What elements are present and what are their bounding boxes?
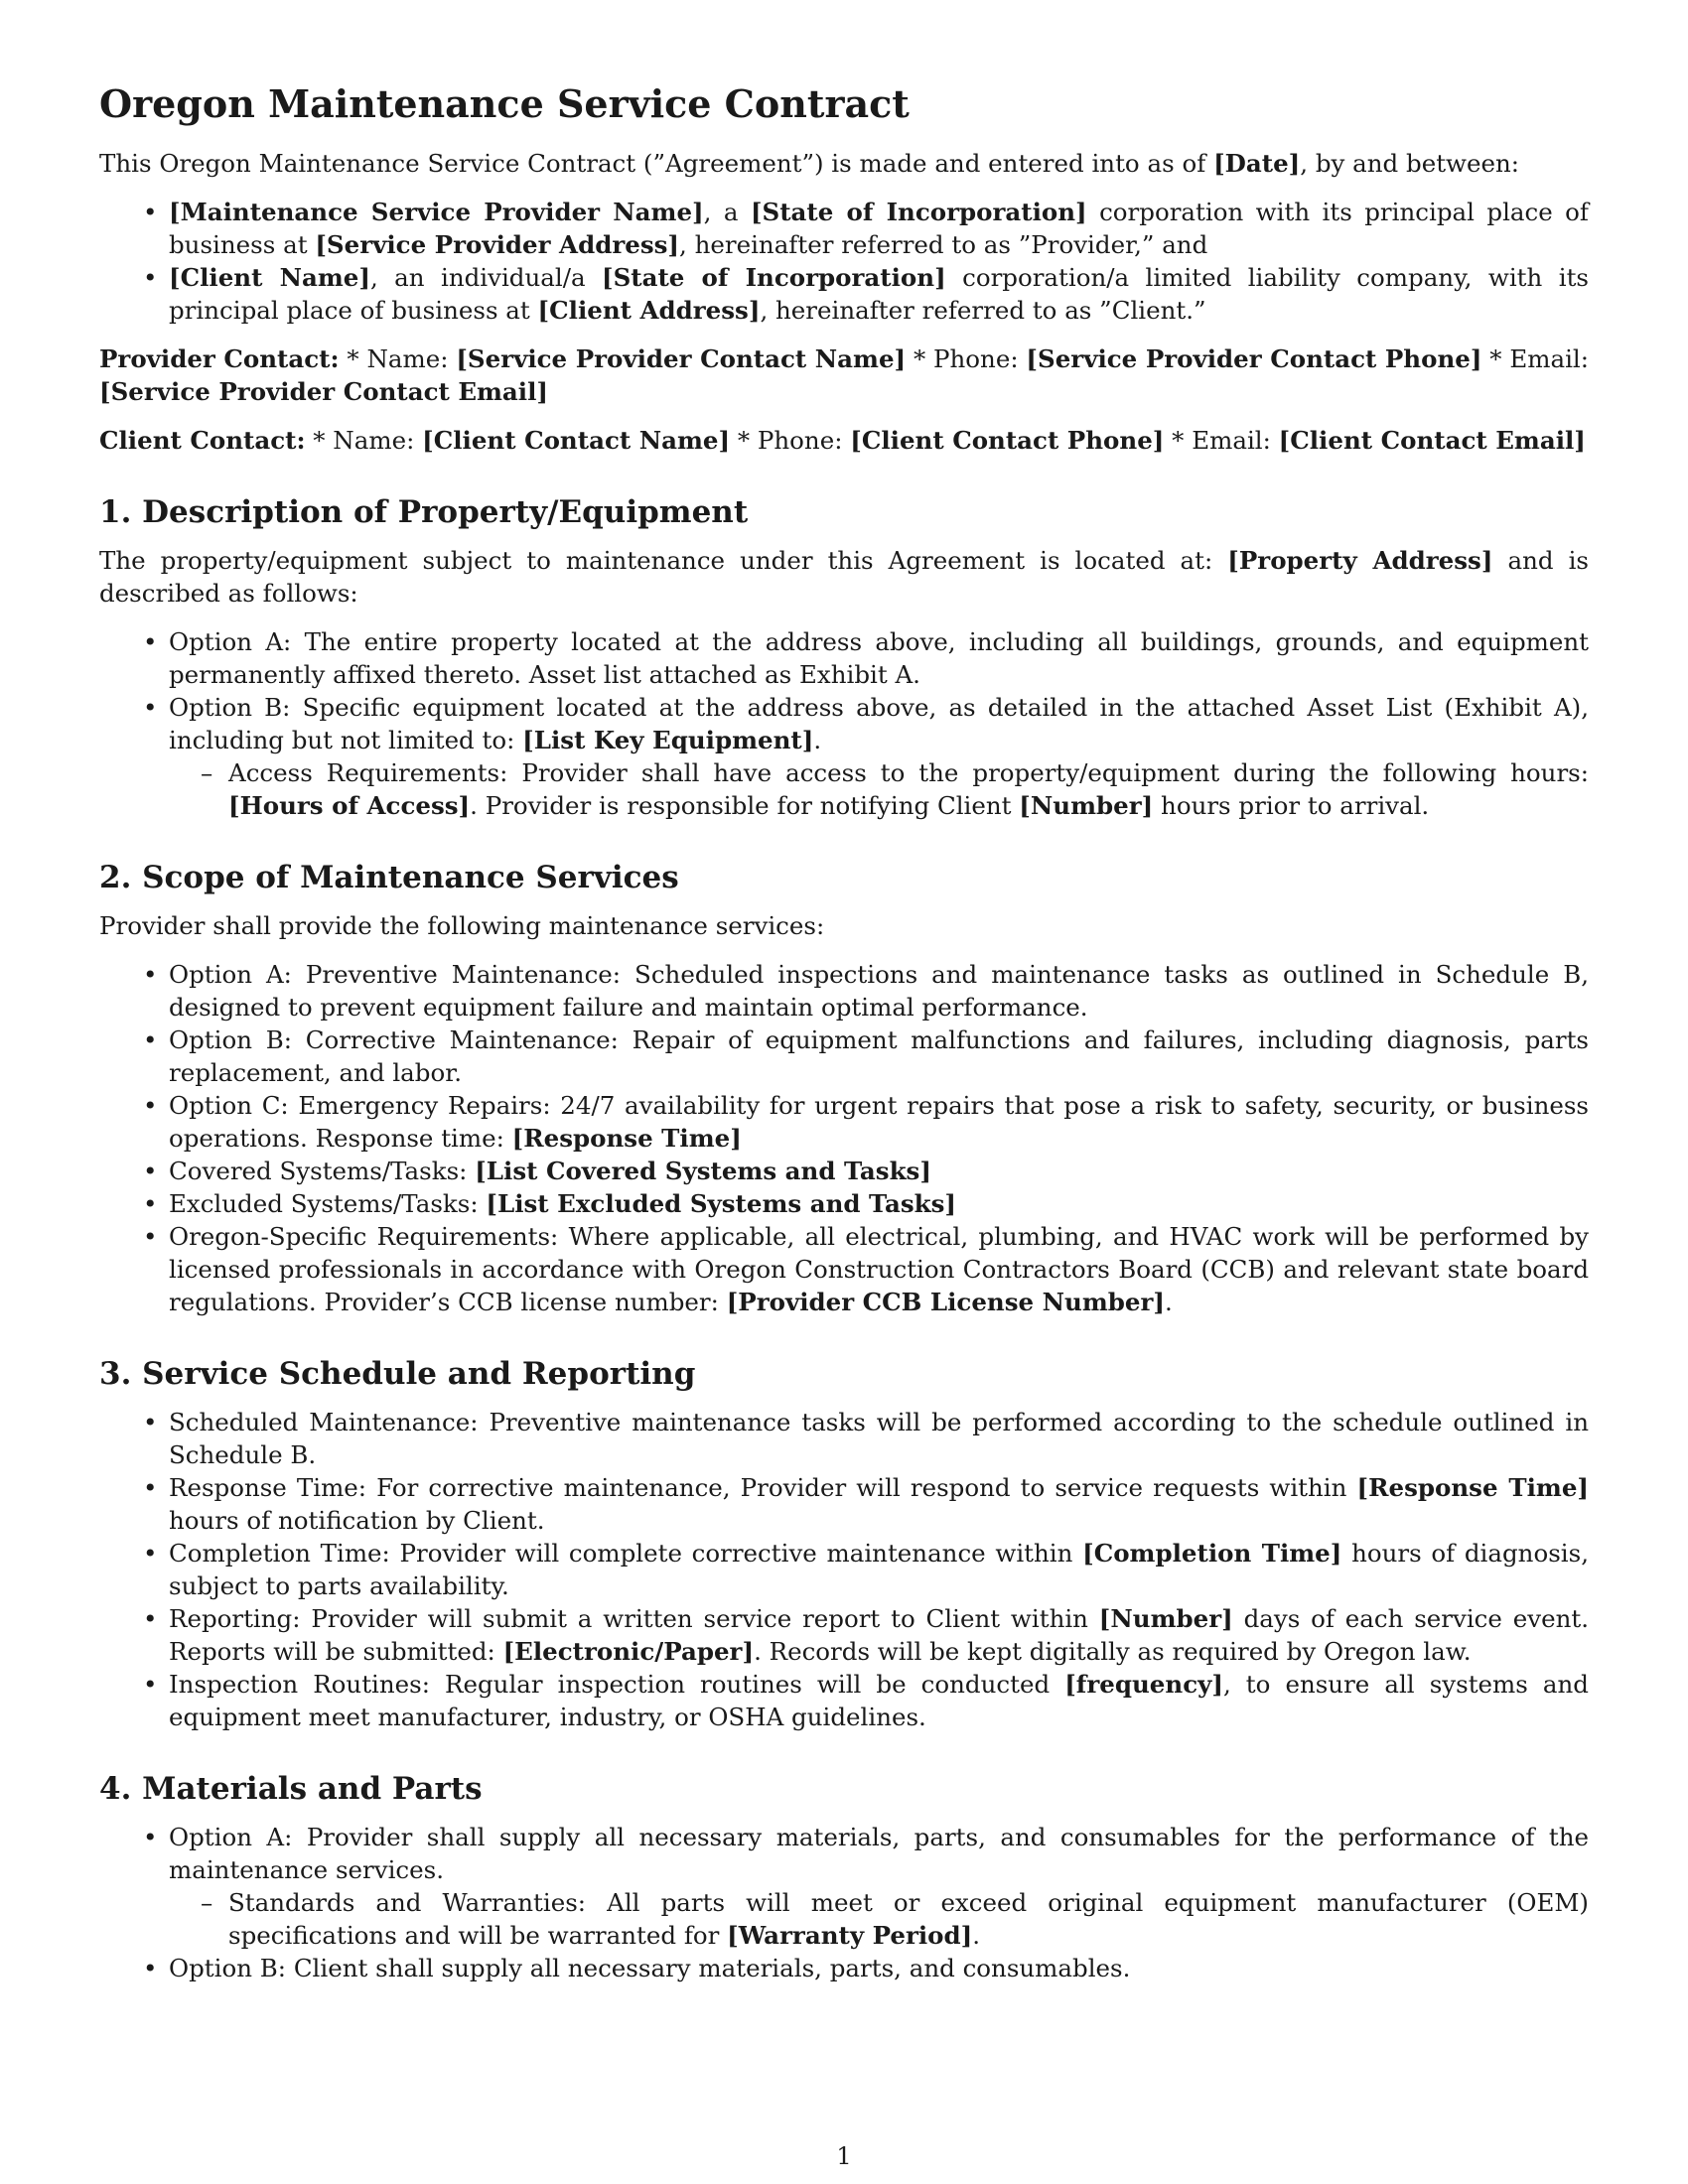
date-placeholder: [Date] bbox=[1213, 149, 1301, 178]
section-3-list bbox=[99, 1406, 1589, 1733]
section-4-list bbox=[99, 1821, 1589, 1984]
list-item: • Covered Systems/Tasks: [List Covered Systems and Tasks] bbox=[99, 1155, 1589, 1187]
section-1-heading: 1. Description of Property/Equipment bbox=[99, 494, 749, 530]
list-item: • Option B: Specific equipment located at the address above, as detailed in the attached Asset List (Exhibit A), including but not limited to: [List Key Equipment]. – Access Requirements: Provider shall have access to the property/equipment during the following hours: [Hours of Access]. Provider is responsible for notifying Client [Number] hours prior to arrival. bbox=[99, 691, 1589, 822]
client-contact: Client Contact: * Name: [Client Contact Name] * Phone: [Client Contact Phone] * Email: [Client Contact Email] bbox=[99, 426, 1586, 455]
list-item: • Inspection Routines: Regular inspection routines will be conducted [frequency], to ensure all systems and equipment meet manufacturer, industry, or OSHA guidelines. bbox=[99, 1668, 1589, 1733]
list-item: • Oregon-Specific Requirements: Where applicable, all electrical, plumbing, and HVAC work will be performed by licensed professionals in accordance with Oregon Construction Contractors Board (CCB) and relevant state board regulations. Provider’s CCB license number: [Provider CCB License Number]. bbox=[99, 1220, 1589, 1318]
section-3-heading: 3. Service Schedule and Reporting bbox=[99, 1356, 696, 1392]
section-1-list bbox=[99, 625, 1589, 822]
section-2-intro: Provider shall provide the following maintenance services: bbox=[99, 911, 825, 940]
provider-contact: Provider Contact: * Name: [Service Provider Contact Name] * Phone: [Service Provider Contact Phone] * Email: [Service Provider Contact Email] bbox=[99, 344, 1590, 406]
sub-list bbox=[169, 1886, 1589, 1952]
section-2-list bbox=[99, 958, 1589, 1318]
intro-paragraph: This Oregon Maintenance Service Contract (”Agreement”) is made and entered into as of [Date], by and between: bbox=[99, 149, 1520, 178]
section-2-heading: 2. Scope of Maintenance Services bbox=[99, 860, 679, 895]
list-item: • Response Time: For corrective maintenance, Provider will respond to service requests within [Response Time] hours of notification by Client. bbox=[99, 1471, 1589, 1537]
list-item: • Reporting: Provider will submit a written service report to Client within [Number] days of each service event. Reports will be submitted: [Electronic/Paper]. Records will be kept digitally as required by Oregon law. bbox=[99, 1602, 1589, 1668]
list-item: • Option A: Provider shall supply all necessary materials, parts, and consumables for the performance of the maintenance services. – Standards and Warranties: All parts will meet or exceed original equipment manufacturer (OEM) specifications and will be warranted for [Warranty Period]. bbox=[99, 1821, 1589, 1952]
sub-list-item: – Standards and Warranties: All parts will meet or exceed original equipment manufacturer (OEM) specifications and will be warranted for [Warranty Period]. bbox=[169, 1886, 1589, 1952]
page-number: 1 bbox=[836, 2142, 852, 2170]
section-4-heading: 4. Materials and Parts bbox=[99, 1771, 483, 1807]
sub-list-item: – Access Requirements: Provider shall have access to the property/equipment during the following hours: [Hours of Access]. Provider is responsible for notifying Client [Number] hours prior to arrival. bbox=[169, 756, 1589, 822]
document-title: Oregon Maintenance Service Contract bbox=[99, 81, 910, 126]
party-provider: • [Maintenance Service Provider Name], a [State of Incorporation] corporation with its principal place of business at [Service Provider Address], hereinafter referred to as ”Provider,” and bbox=[99, 196, 1589, 261]
list-item: • Option B: Client shall supply all necessary materials, parts, and consumables. bbox=[99, 1952, 1589, 1984]
list-item: • Option B: Corrective Maintenance: Repair of equipment malfunctions and failures, including diagnosis, parts replacement, and labor. bbox=[99, 1024, 1589, 1089]
document-page bbox=[99, 79, 1589, 2000]
section-1-intro: The property/equipment subject to maintenance under this Agreement is located at: [Property Address] and is described as follows: bbox=[99, 546, 1589, 608]
list-item: • Option A: Preventive Maintenance: Scheduled inspections and maintenance tasks as outlined in Schedule B, designed to prevent equipment failure and maintain optimal performance. bbox=[99, 958, 1589, 1024]
parties-list bbox=[99, 196, 1589, 327]
list-item: • Option C: Emergency Repairs: 24/7 availability for urgent repairs that pose a risk to safety, security, or business operations. Response time: [Response Time] bbox=[99, 1089, 1589, 1155]
list-item: • Excluded Systems/Tasks: [List Excluded Systems and Tasks] bbox=[99, 1187, 1589, 1220]
list-item: • Option A: The entire property located at the address above, including all buildings, grounds, and equipment permanently affixed thereto. Asset list attached as Exhibit A. bbox=[99, 625, 1589, 691]
list-item: • Scheduled Maintenance: Preventive maintenance tasks will be performed according to the schedule outlined in Schedule B. bbox=[99, 1406, 1589, 1471]
party-client: • [Client Name], an individual/a [State of Incorporation] corporation/a limited liability company, with its principal place of business at [Client Address], hereinafter referred to as ”Client.” bbox=[99, 261, 1589, 327]
list-item: • Completion Time: Provider will complete corrective maintenance within [Completion Time] hours of diagnosis, subject to parts availability. bbox=[99, 1537, 1589, 1602]
sub-list bbox=[169, 756, 1589, 822]
